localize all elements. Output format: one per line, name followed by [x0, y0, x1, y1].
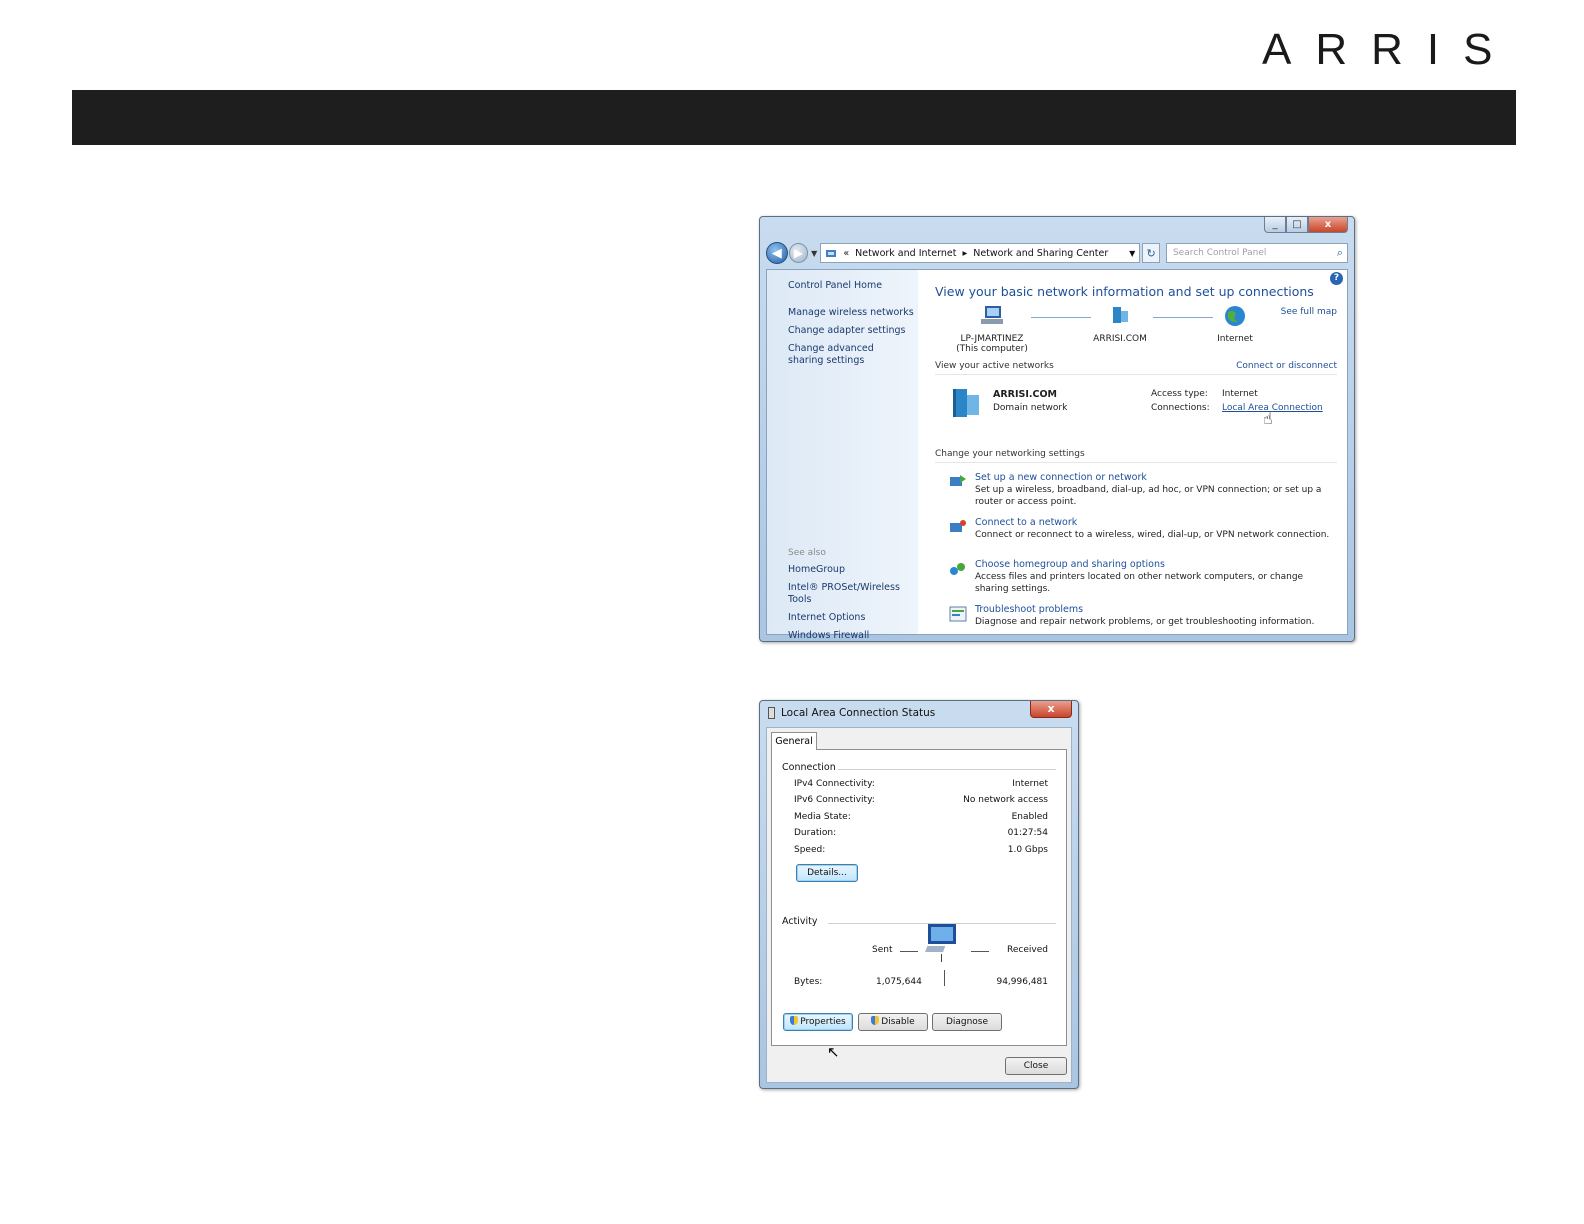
maximize-button[interactable]: □: [1286, 217, 1308, 233]
disable-button[interactable]: [858, 1013, 928, 1031]
troubleshoot-icon: [948, 605, 968, 623]
hand-cursor-icon: ☝: [1263, 409, 1273, 428]
active-networks-label: View your active networks: [935, 361, 1054, 371]
arrow-cursor-icon: ↖: [827, 1043, 840, 1061]
general-tab-panel: [771, 749, 1067, 1061]
windows-firewall-link[interactable]: Windows Firewall: [788, 630, 870, 641]
network-sharing-center-window: [759, 216, 1355, 642]
speed-value: 1.0 Gbps: [1007, 845, 1048, 855]
bytes-divider: [944, 970, 945, 986]
change-adapter-link[interactable]: Change adapter settings: [788, 325, 906, 336]
dialog-title: Local Area Connection Status: [781, 707, 936, 719]
sent-label: Sent: [872, 945, 893, 955]
search-icon[interactable]: ⌕: [1336, 246, 1343, 259]
control-panel-home-link[interactable]: Control Panel Home: [788, 280, 883, 291]
access-type-value: Internet: [1222, 389, 1258, 399]
bytes-sent-value: 1,075,644: [876, 977, 922, 987]
connect-network-desc: Connect or reconnect to a wireless, wired, dial-up, or VPN network connection.: [975, 530, 1330, 540]
shield-icon: [790, 1016, 798, 1025]
troubleshoot-desc: Diagnose and repair network problems, or get troubleshooting information.: [975, 617, 1315, 627]
setup-connection-link[interactable]: Set up a new connection or network: [975, 472, 1147, 483]
connection-icon: [768, 707, 775, 719]
see-full-map-link[interactable]: See full map: [1280, 307, 1337, 317]
properties-label: Properties: [800, 1017, 846, 1027]
network-folder-icon: [825, 248, 837, 259]
internet-label: Internet: [1217, 334, 1253, 344]
header-bar: [72, 90, 1516, 145]
received-line: [971, 951, 989, 952]
change-sharing-link[interactable]: Change advanced sharing settings: [788, 343, 874, 366]
setup-connection-desc: Set up a wireless, broadband, dial-up, ad hoc, or VPN connection; or set up a router or access point.: [975, 485, 1322, 507]
media-state-label: Media State:: [794, 812, 851, 822]
received-label: Received: [1007, 945, 1048, 955]
dialog-close-x-button[interactable]: x: [1030, 701, 1072, 718]
dialog-client-area: [766, 727, 1072, 1083]
speed-label: Speed:: [794, 845, 826, 855]
change-settings-label: Change your networking settings: [935, 449, 1085, 459]
breadcrumb-separator: «: [843, 247, 850, 259]
media-state-value: Enabled: [1011, 812, 1048, 822]
tab-general[interactable]: General: [771, 732, 817, 750]
connections-label: Connections:: [1151, 403, 1210, 413]
address-dropdown-icon[interactable]: ▼: [1129, 248, 1136, 258]
setup-connection-icon: [948, 473, 968, 491]
network-activity-icon: [924, 922, 962, 962]
close-button[interactable]: Close: [1005, 1057, 1067, 1075]
network-name: ARRISI.COM: [1093, 334, 1147, 344]
manage-wireless-link[interactable]: Manage wireless networks: [788, 307, 914, 318]
active-network-name: ARRISI.COM: [993, 389, 1058, 400]
breadcrumb-network-internet[interactable]: Network and Internet: [855, 247, 957, 259]
forward-arrow-icon[interactable]: ▶: [789, 243, 809, 263]
computer-name: LP-JMARTINEZ: [960, 334, 1024, 344]
help-icon[interactable]: ?: [1330, 272, 1343, 285]
history-dropdown-icon[interactable]: ▼: [811, 248, 818, 258]
disable-label: Disable: [881, 1017, 915, 1027]
navigation-bar: [766, 241, 1348, 265]
breadcrumb-arrow: ▸: [962, 247, 968, 259]
close-button[interactable]: x: [1308, 217, 1348, 233]
computer-icon: [979, 305, 1005, 327]
active-networks-header: [935, 361, 1337, 371]
local-area-connection-link[interactable]: Local Area Connection: [1222, 403, 1323, 413]
intel-proset-link[interactable]: Intel® PROSet/Wireless Tools: [788, 582, 900, 605]
address-bar[interactable]: [820, 243, 1140, 263]
connect-network-icon: [948, 518, 968, 536]
see-also-label: See also: [788, 548, 826, 558]
connection-group-label: Connection: [782, 762, 836, 773]
map-node-internet: [1200, 305, 1270, 344]
domain-network-icon: [949, 387, 985, 419]
network-map: [935, 305, 1337, 361]
active-network-type: Domain network: [993, 403, 1068, 413]
task-setup-connection: [935, 471, 1337, 508]
activity-group-label: Activity: [782, 916, 818, 927]
properties-button[interactable]: [783, 1013, 853, 1031]
ipv6-label: IPv6 Connectivity:: [794, 795, 875, 805]
divider: [935, 462, 1337, 463]
bytes-received-value: 94,996,481: [996, 977, 1048, 987]
sent-line: [900, 951, 918, 952]
internet-options-link[interactable]: Internet Options: [788, 612, 866, 623]
ipv4-value: Internet: [1012, 779, 1048, 789]
breadcrumb-sharing-center[interactable]: Network and Sharing Center: [973, 247, 1109, 259]
access-type-row: [1151, 389, 1258, 399]
details-button[interactable]: Details...: [796, 864, 858, 882]
group-divider: [838, 769, 1056, 770]
left-navigation-pane: [767, 270, 918, 641]
bytes-label: Bytes:: [794, 977, 823, 987]
shield-icon: [871, 1016, 879, 1025]
task-troubleshoot: [935, 603, 1337, 637]
dialog-title-bar: [768, 707, 935, 719]
duration-label: Duration:: [794, 828, 837, 838]
window-controls: [1264, 217, 1348, 233]
refresh-icon[interactable]: ↻: [1142, 243, 1160, 263]
map-node-network: [1080, 305, 1160, 344]
homegroup-link[interactable]: HomeGroup: [788, 564, 845, 575]
search-input[interactable]: [1166, 243, 1348, 263]
map-node-computer: [947, 305, 1037, 354]
diagnose-button[interactable]: Diagnose: [932, 1013, 1002, 1031]
task-homegroup: [935, 558, 1337, 595]
connect-network-link[interactable]: Connect to a network: [975, 517, 1078, 528]
task-connect-network: [935, 516, 1337, 550]
active-network-entry: [935, 375, 1337, 445]
connect-disconnect-link[interactable]: Connect or disconnect: [1236, 361, 1337, 371]
troubleshoot-link[interactable]: Troubleshoot problems: [975, 604, 1084, 615]
homegroup-desc: Access files and printers located on other network computers, or change sharing settings.: [975, 572, 1304, 594]
duration-value: 01:27:54: [1007, 828, 1048, 838]
minimize-button[interactable]: _: [1264, 217, 1286, 233]
access-type-label: Access type:: [1151, 389, 1208, 399]
see-also-section: [788, 548, 918, 642]
network-icon: [1107, 305, 1133, 327]
connection-status-dialog: [759, 700, 1079, 1089]
ipv6-value: No network access: [963, 795, 1048, 805]
ipv4-label: IPv4 Connectivity:: [794, 779, 875, 789]
globe-icon: [1222, 305, 1248, 327]
homegroup-icon: [948, 560, 968, 578]
homegroup-link[interactable]: Choose homegroup and sharing options: [975, 559, 1165, 570]
page-title: View your basic network information and set up connections: [935, 284, 1314, 299]
computer-subtitle: (This computer): [956, 344, 1028, 354]
window-body: [766, 269, 1348, 641]
connections-row: [1151, 403, 1323, 413]
main-content-pane: [918, 270, 1347, 634]
back-arrow-icon[interactable]: ◀: [766, 242, 788, 264]
arris-logo: ARRIS: [1262, 25, 1517, 74]
search-placeholder: Search Control Panel: [1172, 248, 1267, 258]
